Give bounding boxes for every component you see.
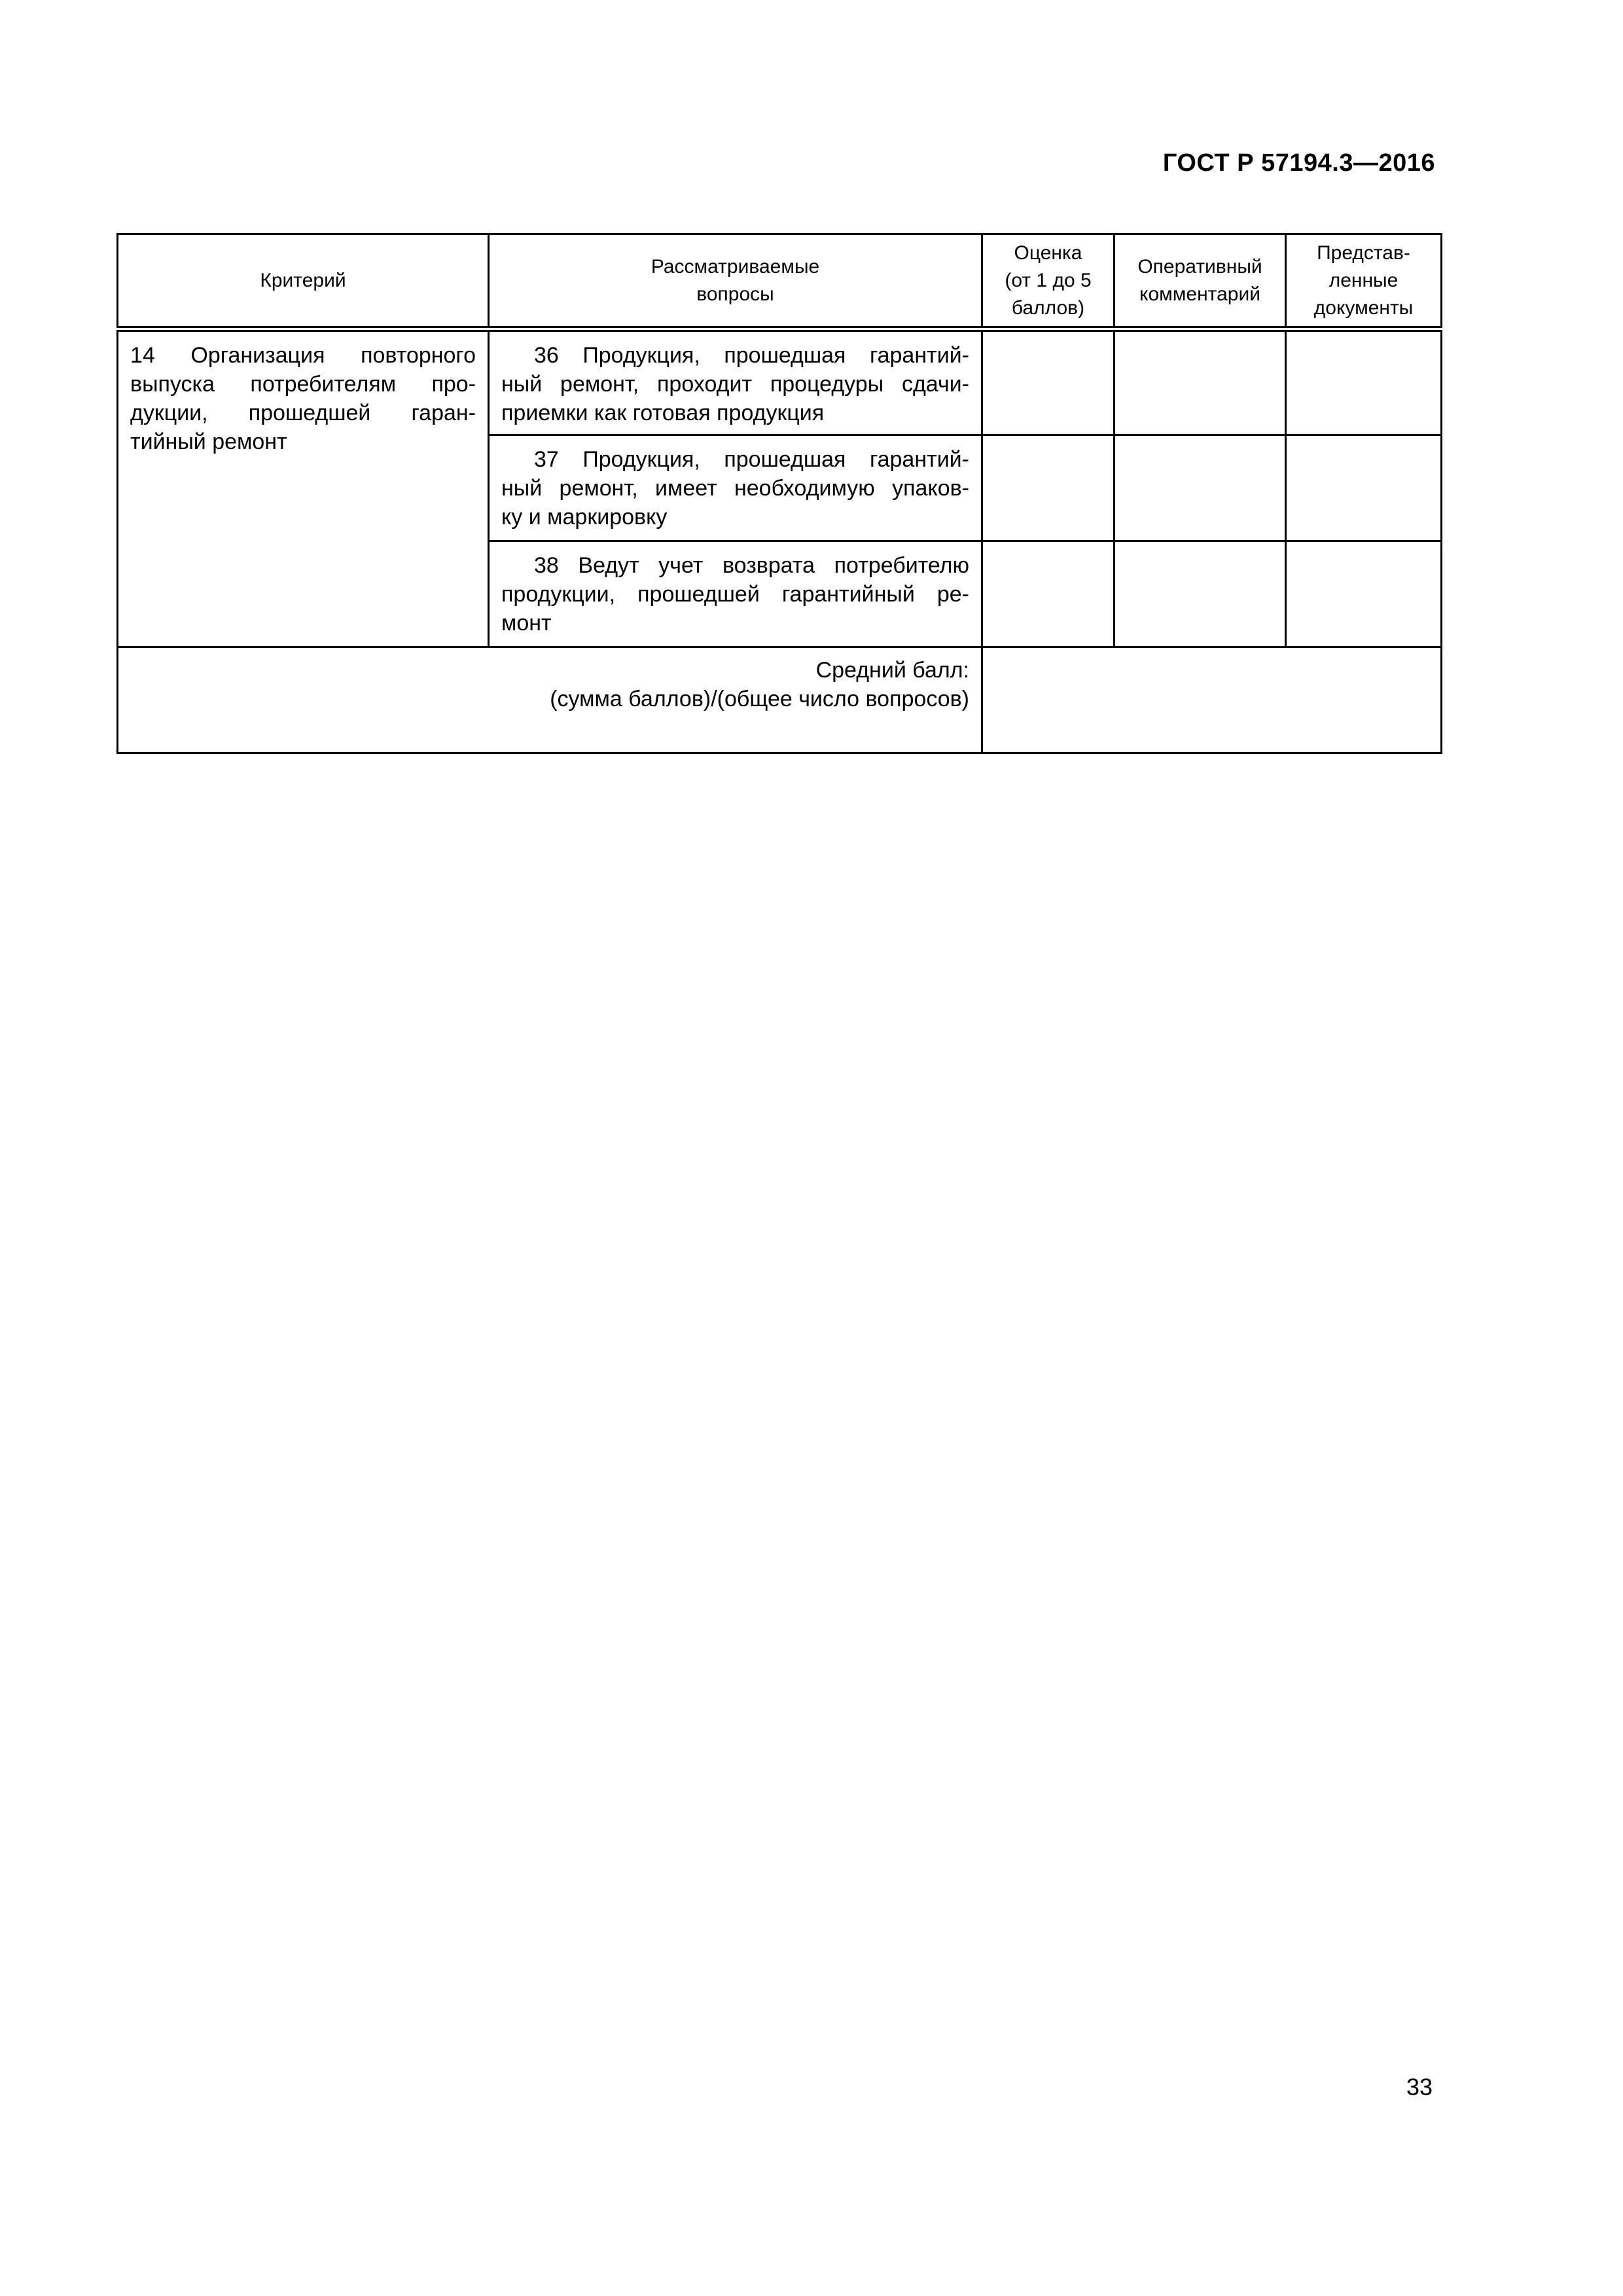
comment-cell[interactable]: [1115, 541, 1286, 647]
average-label: Средний балл:: [815, 658, 969, 683]
documents-cell[interactable]: [1286, 435, 1442, 541]
score-cell[interactable]: [982, 541, 1115, 647]
criterion-cell: 14 Организация повторного выпуска потребителям про- дукции, прошедшей гаран- тийный ремонт: [118, 329, 489, 647]
score-cell[interactable]: [982, 329, 1115, 435]
question-cell: 37 Продукция, прошедшая гарантий- ный ремонт, имеет необходимую упаков- ку и маркировку: [489, 435, 982, 541]
column-header-score: Оценка (от 1 до 5 баллов): [982, 234, 1115, 329]
comment-cell[interactable]: [1115, 435, 1286, 541]
assessment-table: [116, 233, 1442, 754]
question-cell: 36 Продукция, прошедшая гарантий- ный ремонт, проходит процедуры сдачи- приемки как готовая продукция: [489, 329, 982, 435]
document-code: ГОСТ Р 57194.3—2016: [1162, 149, 1435, 177]
page-number: 33: [1406, 2073, 1433, 2100]
column-header-criterion: Критерий: [118, 234, 489, 329]
comment-cell[interactable]: [1115, 329, 1286, 435]
score-cell[interactable]: [982, 435, 1115, 541]
average-formula: (сумма баллов)/(общее число вопросов): [550, 687, 969, 711]
column-header-documents: Представ- ленные документы: [1286, 234, 1442, 329]
documents-cell[interactable]: [1286, 541, 1442, 647]
column-header-questions: Рассматриваемые вопросы: [489, 234, 982, 329]
average-label-cell: [118, 647, 982, 753]
documents-cell[interactable]: [1286, 329, 1442, 435]
table-row: [118, 329, 1442, 435]
average-score-row: [118, 647, 1442, 753]
column-header-comment: Оперативный комментарий: [1115, 234, 1286, 329]
question-cell: 38 Ведут учет возврата потребителю продукции, прошедшей гарантийный ре- монт: [489, 541, 982, 647]
table-header-row: [118, 234, 1442, 329]
average-value-cell[interactable]: [982, 647, 1442, 753]
